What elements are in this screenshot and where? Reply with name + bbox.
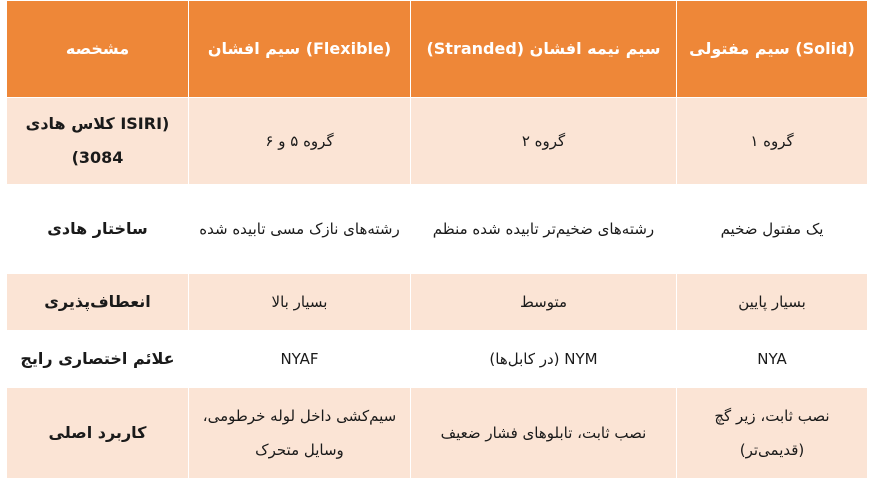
cell-stranded: متوسط xyxy=(411,274,677,331)
table-row xyxy=(7,388,868,479)
cell-solid: بسیار پایین xyxy=(677,274,868,331)
cell-flexible: بسیار بالا xyxy=(189,274,411,331)
comparison-table-container xyxy=(6,0,867,479)
header-solid: (Solid) سیم مفتولی xyxy=(677,1,868,98)
cell-flexible: رشته‌های نازک مسی تابیده شده xyxy=(189,185,411,274)
row-label: کاربرد اصلی xyxy=(7,388,189,479)
row-label: (ISIRI کلاس هادی 3084) xyxy=(7,98,189,185)
cell-flexible: گروه ۵ و ۶ xyxy=(189,98,411,185)
header-row xyxy=(7,1,868,98)
row-label: ساختار هادی xyxy=(7,185,189,274)
header-stranded: سیم نیمه افشان (Stranded) xyxy=(411,1,677,98)
table-row xyxy=(7,274,868,331)
row-label: انعطاف‌پذیری xyxy=(7,274,189,331)
cell-stranded: NYM (در کابل‌ها) xyxy=(411,331,677,388)
header-flexible: (Flexible) سیم افشان xyxy=(189,1,411,98)
cell-solid: نصب ثابت، زیر گچ (قدیمی‌تر) xyxy=(677,388,868,479)
cell-stranded: گروه ۲ xyxy=(411,98,677,185)
table-row xyxy=(7,331,868,388)
cell-stranded: نصب ثابت، تابلوهای فشار ضعیف xyxy=(411,388,677,479)
cell-solid: یک مفتول ضخیم xyxy=(677,185,868,274)
cell-solid: NYA xyxy=(677,331,868,388)
header-property: مشخصه xyxy=(7,1,189,98)
cell-stranded: رشته‌های ضخیم‌تر تابیده شده منظم xyxy=(411,185,677,274)
cell-flexible: سیم‌کشی داخل لوله خرطومی، وسایل متحرک xyxy=(189,388,411,479)
table-row xyxy=(7,185,868,274)
row-label: علائم اختصاری رایج xyxy=(7,331,189,388)
table-row xyxy=(7,98,868,185)
cell-flexible: NYAF xyxy=(189,331,411,388)
wire-comparison-table xyxy=(6,0,868,479)
cell-solid: گروه ۱ xyxy=(677,98,868,185)
